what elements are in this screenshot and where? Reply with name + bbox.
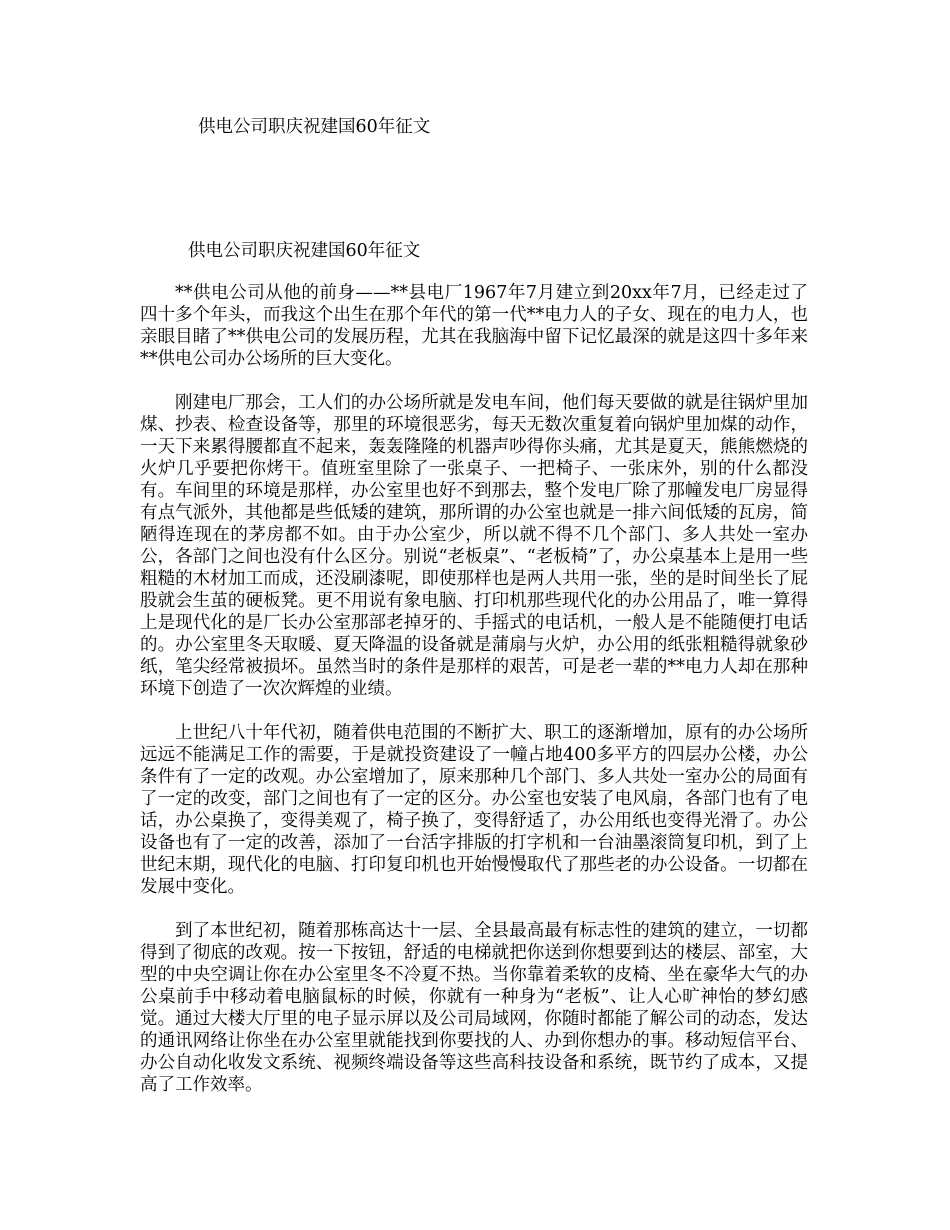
paragraph-4: 到了本世纪初，随着那栋高达十一层、全县最高最有标志性的建筑的建立，一切都得到了彻底的改观。按一下按钮，舒适的电梯就把你送到你想要到达的楼层、部室，大型的中央空调让你在办公室里冬不冷夏不热。当你靠着柔软的皮椅、坐在豪华大气的办公桌前手中移动着电脑鼠标的时候，你就有一种身为“老板”、让人心旷神怡的梦幻感觉。通过大楼大厅里的电子显示屏以及公司局域网，你随时都能了解公司的动态，发达的通讯网络让你坐在办公室里就能找到你要找的人、办到你想办的事。移动短信平台、办公自动化收发文系统、视频终端设备等这些高科技设备和系统，既节约了成本，又提高了工作效率。 — [140, 921, 808, 1095]
document-body — [140, 282, 808, 1118]
paragraph-3: 上世纪八十年代初，随着供电范围的不断扩大、职工的逐渐增加，原有的办公场所远远不能满足工作的需要，于是就投资建设了一幢占地400多平方的四层办公楼，办公条件有了一定的改观。办公室增加了，原来那种几个部门、多人共处一室办公的局面有了一定的改变，部门之间也有了一定的区分。办公室也安装了电风扇，各部门也有了电话，办公桌换了，变得美观了，椅子换了，变得舒适了，办公用纸也变得光滑了。办公设备也有了一定的改善，添加了一台活字排版的打字机和一台油墨滚筒复印机，到了上世纪末期，现代化的电脑、打印复印机也开始慢慢取代了那些老的办公设备。一切都在发展中变化。 — [140, 723, 808, 897]
document-header-title: 供电公司职庆祝建国60年征文 — [198, 117, 431, 137]
paragraph-2: 刚建电厂那会，工人们的办公场所就是发电车间，他们每天要做的就是往锅炉里加煤、抄表、检查设备等，那里的环境很恶劣，每天无数次重复着向锅炉里加煤的动作，一天下来累得腰都直不起来，轰轰隆隆的机器声吵得你头痛，尤其是夏天，熊熊燃烧的火炉几乎要把你烤干。值班室里除了一张桌子、一把椅子、一张床外，别的什么都没有。车间里的环境是那样，办公室里也好不到那去，整个发电厂除了那幢发电厂房显得有点气派外，其他都是些低矮的建筑，那所谓的办公室也就是一排六间低矮的瓦房，简陋得连现在的茅房都不如。由于办公室少，所以就不得不几个部门、多人共处一室办公，各部门之间也没有什么区分。别说“老板桌”、“老板椅”了，办公桌基本上是用一些粗糙的木材加工而成，还没刷漆呢，即使那样也是两人共用一张，坐的是时间坐长了屁股就会生茧的硬板凳。更不用说有象电脑、打印机那些现代化的办公用品了，唯一算得上是现代化的是厂长办公室那部老掉牙的、手摇式的电话机，一般人是不能随便打电话的。办公室里冬天取暖、夏天降温的设备就是蒲扇与火炉，办公用的纸张粗糙得就象砂纸，笔尖经常被损坏。虽然当时的条件是那样的艰苦，可是老一辈的**电力人却在那种环境下创造了一次次辉煌的业绩。 — [140, 393, 808, 699]
document-heading: 供电公司职庆祝建国60年征文 — [188, 241, 421, 261]
paragraph-1: **供电公司从他的前身——**县电厂1967年7月建立到20xx年7月，已经走过了四十多个年头，而我这个出生在那个年代的第一代**电力人的子女、现在的电力人，也亲眼目睹了**供电公司的发展历程，尤其在我脑海中留下记忆最深的就是这四十多年来**供电公司办公场所的巨大变化。 — [140, 283, 808, 369]
